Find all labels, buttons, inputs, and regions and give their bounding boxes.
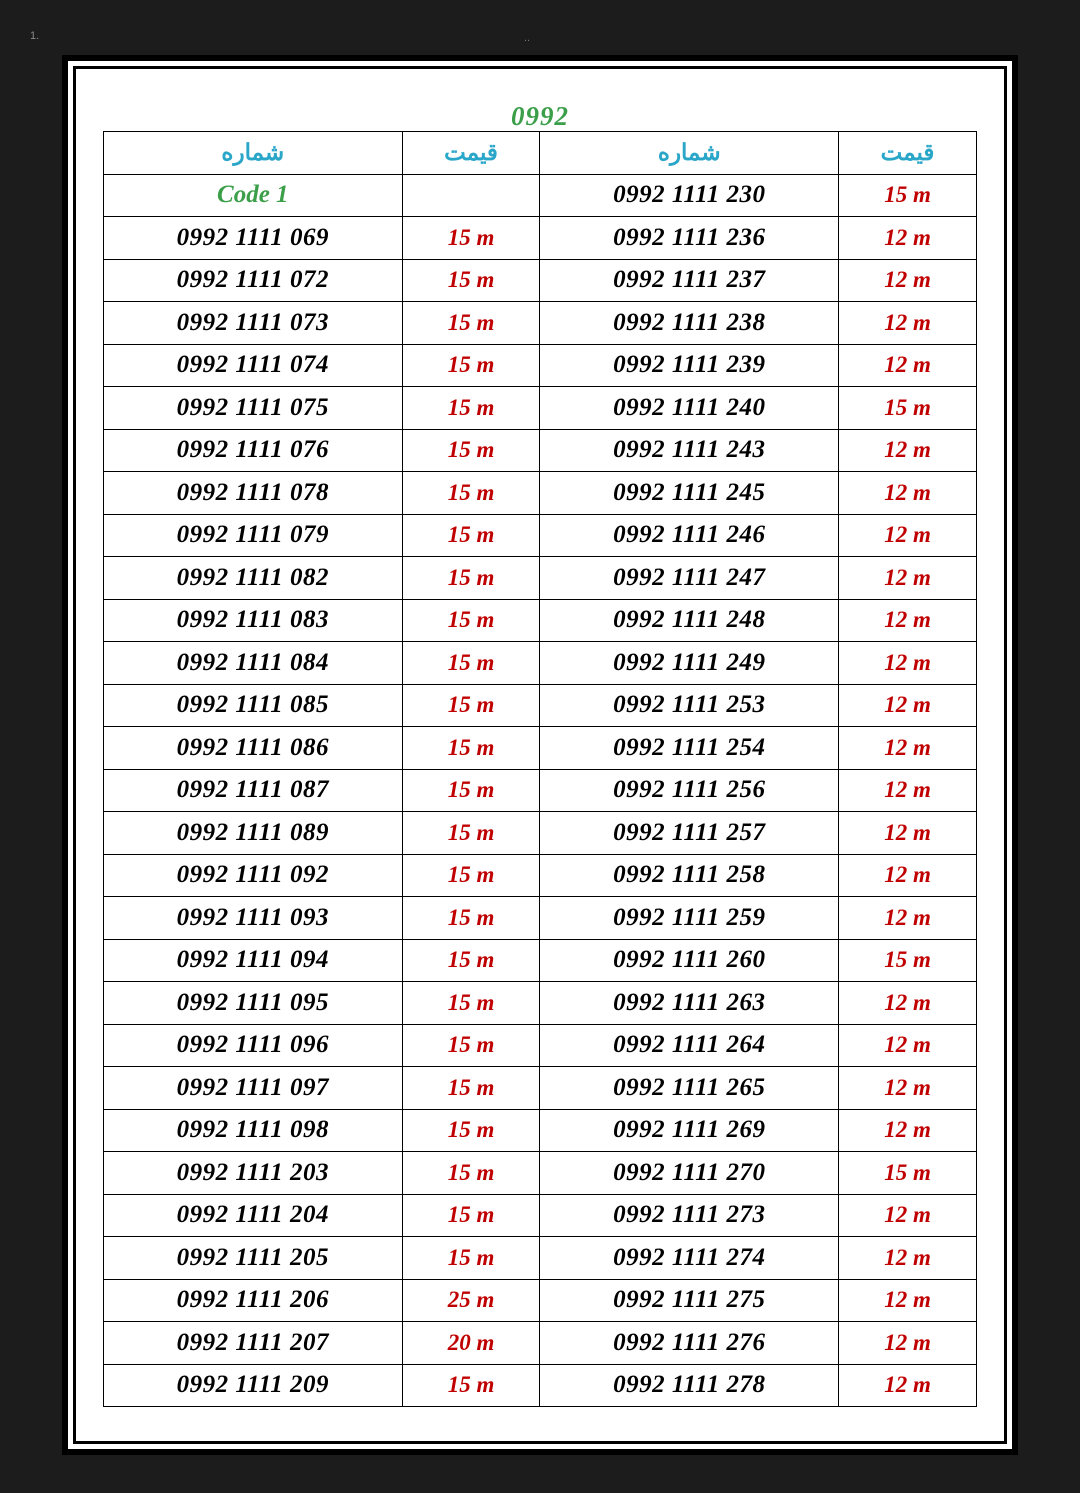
phone-number-cell: 0992 1111 238 — [540, 302, 839, 345]
price-cell: 15 m — [402, 1237, 540, 1280]
price-cell: 12 m — [839, 1364, 977, 1407]
price-cell: 15 m — [402, 769, 540, 812]
phone-number-cell: 0992 1111 083 — [104, 599, 403, 642]
phone-number-cell: 0992 1111 094 — [104, 939, 403, 982]
phone-number-cell: 0992 1111 278 — [540, 1364, 839, 1407]
phone-number-cell: 0992 1111 248 — [540, 599, 839, 642]
phone-number-cell: 0992 1111 253 — [540, 684, 839, 727]
table-row — [104, 897, 977, 940]
phone-number-cell: 0992 1111 095 — [104, 982, 403, 1025]
phone-number-cell: 0992 1111 203 — [104, 1152, 403, 1195]
phone-number-cell: 0992 1111 270 — [540, 1152, 839, 1195]
price-cell: 25 m — [402, 1279, 540, 1322]
phone-number-cell: 0992 1111 072 — [104, 259, 403, 302]
phone-number-cell: 0992 1111 263 — [540, 982, 839, 1025]
table-row — [104, 812, 977, 855]
table-row — [104, 939, 977, 982]
table-row — [104, 1322, 977, 1365]
price-cell: 15 m — [839, 387, 977, 430]
table-row — [104, 302, 977, 345]
phone-number-cell: 0992 1111 098 — [104, 1109, 403, 1152]
table-header-row — [104, 132, 977, 175]
price-cell: 12 m — [839, 1279, 977, 1322]
price-cell: 15 m — [402, 897, 540, 940]
phone-number-cell: 0992 1111 079 — [104, 514, 403, 557]
price-cell: 12 m — [839, 514, 977, 557]
phone-number-cell: 0992 1111 260 — [540, 939, 839, 982]
page-title: 0992 — [511, 101, 569, 131]
table-row — [104, 344, 977, 387]
phone-number-cell: 0992 1111 205 — [104, 1237, 403, 1280]
price-table — [103, 131, 977, 1407]
table-row — [104, 217, 977, 260]
price-cell: 12 m — [839, 217, 977, 260]
phone-number-cell: 0992 1111 259 — [540, 897, 839, 940]
table-row — [104, 1152, 977, 1195]
price-cell: 12 m — [839, 854, 977, 897]
table-row — [104, 1024, 977, 1067]
table-row — [104, 1109, 977, 1152]
price-cell: 15 m — [402, 599, 540, 642]
phone-number-cell: 0992 1111 073 — [104, 302, 403, 345]
price-cell: 15 m — [839, 174, 977, 217]
phone-number-cell: 0992 1111 082 — [104, 557, 403, 600]
price-cell — [402, 174, 540, 217]
table-row — [104, 1237, 977, 1280]
table-row — [104, 472, 977, 515]
price-cell: 15 m — [402, 302, 540, 345]
document-sheet — [62, 55, 1018, 1455]
phone-number-cell: 0992 1111 243 — [540, 429, 839, 472]
price-cell: 15 m — [402, 259, 540, 302]
price-cell: 15 m — [402, 429, 540, 472]
phone-number-cell: 0992 1111 075 — [104, 387, 403, 430]
table-row — [104, 599, 977, 642]
corner-mark-top-center: .. — [524, 32, 531, 44]
price-cell: 12 m — [839, 599, 977, 642]
phone-number-cell: 0992 1111 258 — [540, 854, 839, 897]
code-label-cell: Code 1 — [104, 174, 403, 217]
phone-number-cell: 0992 1111 078 — [104, 472, 403, 515]
phone-number-cell: 0992 1111 089 — [104, 812, 403, 855]
price-cell: 12 m — [839, 1067, 977, 1110]
phone-number-cell: 0992 1111 274 — [540, 1237, 839, 1280]
table-row — [104, 259, 977, 302]
phone-number-cell: 0992 1111 236 — [540, 217, 839, 260]
phone-number-cell: 0992 1111 207 — [104, 1322, 403, 1365]
phone-number-cell: 0992 1111 265 — [540, 1067, 839, 1110]
table-row — [104, 557, 977, 600]
price-table-container — [103, 131, 977, 1427]
phone-number-cell: 0992 1111 076 — [104, 429, 403, 472]
price-cell: 12 m — [839, 1024, 977, 1067]
price-cell: 12 m — [839, 1237, 977, 1280]
price-cell: 15 m — [402, 344, 540, 387]
price-cell: 12 m — [839, 259, 977, 302]
price-cell: 15 m — [402, 217, 540, 260]
price-cell: 15 m — [402, 812, 540, 855]
phone-number-cell: 0992 1111 276 — [540, 1322, 839, 1365]
price-cell: 20 m — [402, 1322, 540, 1365]
phone-number-cell: 0992 1111 256 — [540, 769, 839, 812]
phone-number-cell: 0992 1111 093 — [104, 897, 403, 940]
table-row — [104, 684, 977, 727]
phone-number-cell: 0992 1111 240 — [540, 387, 839, 430]
price-cell: 12 m — [839, 1322, 977, 1365]
price-cell: 15 m — [839, 1152, 977, 1195]
price-cell: 12 m — [839, 897, 977, 940]
price-cell: 15 m — [402, 1067, 540, 1110]
phone-number-cell: 0992 1111 085 — [104, 684, 403, 727]
price-cell: 15 m — [402, 939, 540, 982]
price-cell: 12 m — [839, 642, 977, 685]
column-header-price-left: قیمت — [402, 132, 540, 175]
price-cell: 12 m — [839, 472, 977, 515]
price-cell: 12 m — [839, 982, 977, 1025]
phone-number-cell: 0992 1111 230 — [540, 174, 839, 217]
table-row — [104, 854, 977, 897]
price-cell: 15 m — [402, 854, 540, 897]
phone-number-cell: 0992 1111 084 — [104, 642, 403, 685]
price-cell: 12 m — [839, 302, 977, 345]
table-row — [104, 642, 977, 685]
phone-number-cell: 0992 1111 249 — [540, 642, 839, 685]
price-cell: 15 m — [402, 557, 540, 600]
price-cell: 12 m — [839, 769, 977, 812]
phone-number-cell: 0992 1111 209 — [104, 1364, 403, 1407]
table-row — [104, 769, 977, 812]
phone-number-cell: 0992 1111 086 — [104, 727, 403, 770]
phone-number-cell: 0992 1111 264 — [540, 1024, 839, 1067]
price-cell: 15 m — [402, 387, 540, 430]
price-cell: 12 m — [839, 684, 977, 727]
table-row — [104, 1279, 977, 1322]
document-sheet-inner-border — [73, 66, 1007, 1444]
table-row — [104, 387, 977, 430]
phone-number-cell: 0992 1111 246 — [540, 514, 839, 557]
price-cell: 15 m — [402, 684, 540, 727]
table-row — [104, 1194, 977, 1237]
phone-number-cell: 0992 1111 245 — [540, 472, 839, 515]
price-cell: 12 m — [839, 812, 977, 855]
price-cell: 12 m — [839, 429, 977, 472]
price-cell: 15 m — [402, 727, 540, 770]
price-cell: 15 m — [402, 472, 540, 515]
price-cell: 15 m — [402, 982, 540, 1025]
table-row — [104, 514, 977, 557]
table-body — [104, 174, 977, 1407]
phone-number-cell: 0992 1111 204 — [104, 1194, 403, 1237]
phone-number-cell: 0992 1111 269 — [540, 1109, 839, 1152]
phone-number-cell: 0992 1111 206 — [104, 1279, 403, 1322]
price-cell: 15 m — [402, 1194, 540, 1237]
price-cell: 12 m — [839, 727, 977, 770]
price-cell: 12 m — [839, 557, 977, 600]
phone-number-cell: 0992 1111 275 — [540, 1279, 839, 1322]
table-header — [104, 132, 977, 175]
price-cell: 15 m — [839, 939, 977, 982]
corner-mark-top-left: 1. — [30, 30, 40, 42]
phone-number-cell: 0992 1111 254 — [540, 727, 839, 770]
price-cell: 15 m — [402, 1152, 540, 1195]
column-header-price-right: قیمت — [839, 132, 977, 175]
phone-number-cell: 0992 1111 069 — [104, 217, 403, 260]
price-cell: 15 m — [402, 1024, 540, 1067]
phone-number-cell: 0992 1111 096 — [104, 1024, 403, 1067]
price-cell: 12 m — [839, 344, 977, 387]
phone-number-cell: 0992 1111 239 — [540, 344, 839, 387]
phone-number-cell: 0992 1111 273 — [540, 1194, 839, 1237]
phone-number-cell: 0992 1111 097 — [104, 1067, 403, 1110]
phone-number-cell: 0992 1111 237 — [540, 259, 839, 302]
column-header-number-left: شماره — [104, 132, 403, 175]
phone-number-cell: 0992 1111 074 — [104, 344, 403, 387]
table-row — [104, 982, 977, 1025]
phone-number-cell: 0992 1111 247 — [540, 557, 839, 600]
column-header-number-right: شماره — [540, 132, 839, 175]
price-cell: 15 m — [402, 642, 540, 685]
table-row — [104, 727, 977, 770]
price-cell: 15 m — [402, 514, 540, 557]
table-row — [104, 174, 977, 217]
price-cell: 15 m — [402, 1109, 540, 1152]
price-cell: 12 m — [839, 1194, 977, 1237]
table-row — [104, 429, 977, 472]
table-row — [104, 1364, 977, 1407]
phone-number-cell: 0992 1111 257 — [540, 812, 839, 855]
phone-number-cell: 0992 1111 092 — [104, 854, 403, 897]
phone-number-cell: 0992 1111 087 — [104, 769, 403, 812]
table-row — [104, 1067, 977, 1110]
price-cell: 12 m — [839, 1109, 977, 1152]
price-cell: 15 m — [402, 1364, 540, 1407]
